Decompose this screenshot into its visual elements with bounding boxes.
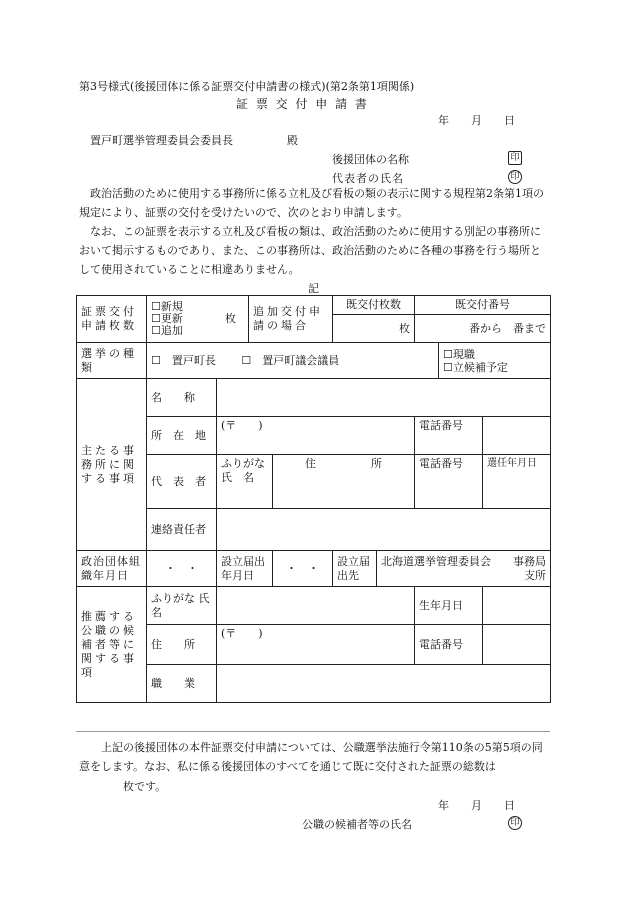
rep-address-header[interactable]: 住 所 xyxy=(273,455,415,509)
appoint-date-header[interactable]: 選任年月日 xyxy=(483,455,551,509)
application-table xyxy=(76,295,551,703)
birth-label: 生年月日 xyxy=(415,587,483,625)
cand-furigana-label: ふりがな 氏 名 xyxy=(147,587,217,625)
org-name-label: 後援団体の名称 xyxy=(332,153,409,166)
incumbent-checkbox[interactable]: ☐現職 xyxy=(443,347,475,361)
form-reference: 第3号様式(後援団体に係る証票交付申請書の様式)(第2条第1項関係) xyxy=(79,80,415,93)
rep-tel-header[interactable]: 電話番号 xyxy=(415,455,483,509)
opt-add-checkbox[interactable]: ☐追加 xyxy=(151,324,183,337)
office-name-label: 名 称 xyxy=(147,379,217,417)
elec-council-checkbox[interactable]: ☐ 置戸町議会議員 xyxy=(241,353,340,367)
opt-renew-checkbox[interactable]: ☐更新 xyxy=(151,312,183,325)
occupation-field[interactable] xyxy=(217,665,551,703)
issued-number-header: 既交付番号 xyxy=(415,296,551,315)
birth-field[interactable] xyxy=(483,587,551,625)
issued-count-value[interactable]: 枚 xyxy=(333,315,415,343)
consent-count-text: 枚です。 xyxy=(123,780,167,793)
date-line: 年 月 日 xyxy=(438,114,515,127)
status-cell xyxy=(439,343,551,379)
org-date-label: 政治団体組織年月日 xyxy=(77,551,147,587)
apply-type-cell xyxy=(147,296,249,343)
reg-to-label: 設立届出先 xyxy=(333,551,377,587)
election-type-label: 選挙の種類 xyxy=(77,343,147,379)
rep-name-label: 代表者の氏名 xyxy=(332,172,404,185)
cand-address-field[interactable]: (〒 ) xyxy=(217,625,415,665)
occupation-label: 職 業 xyxy=(147,665,217,703)
issued-number-value[interactable]: 番から 番まで xyxy=(415,315,551,343)
page-title: 証 票 交 付 申 請 書 xyxy=(236,97,369,111)
office-bureau-label: 事務局 xyxy=(513,554,547,568)
addressee: 置戸町選挙管理委員会委員長 xyxy=(90,134,233,147)
mai-label: 枚 xyxy=(225,312,237,325)
office-tel-field[interactable] xyxy=(483,417,551,455)
office-tel-label: 電話番号 xyxy=(415,417,483,455)
election-type-cell xyxy=(147,343,439,379)
consent-text: 上記の後援団体の本件証票交付申請については、公職選挙法施行令第110条の5第5項の同意をします。なお、私に係る後援団体のすべてを通じて既に交付された証票の総数は xyxy=(79,741,543,773)
reg-to-value: 北海道選挙管理委員会 xyxy=(381,554,492,568)
candidate-checkbox[interactable]: ☐立候補予定 xyxy=(443,360,508,374)
rep-furigana-name[interactable]: ふりがな 氏 名 xyxy=(217,455,273,509)
reg-date-label: 設立届出年月日 xyxy=(217,551,273,587)
divider xyxy=(76,731,550,732)
cand-address-label: 住 所 xyxy=(147,625,217,665)
round-seal-icon: 印 xyxy=(508,169,522,184)
ki-label: 記 xyxy=(308,282,319,295)
branch-label: 支所 xyxy=(524,568,547,582)
cand-name-field[interactable] xyxy=(217,587,415,625)
reg-to-cell xyxy=(377,551,551,587)
consent-date-line: 年 月 日 xyxy=(438,799,515,812)
contact-field[interactable] xyxy=(217,509,551,551)
candidate-sign-label: 公職の候補者等の氏名 xyxy=(302,818,412,831)
office-name-field[interactable] xyxy=(217,379,551,417)
round-seal-icon-2: 印 xyxy=(508,815,522,830)
opt-new-checkbox[interactable]: ☐新規 xyxy=(151,300,183,313)
elec-mayor-checkbox[interactable]: ☐ 置戸町長 xyxy=(151,353,216,367)
cand-tel-field[interactable] xyxy=(483,625,551,665)
office-section-label: 主たる事務所に関する事項 xyxy=(77,379,147,551)
org-date-field[interactable]: ・ ・ xyxy=(147,551,217,587)
office-address-field[interactable]: (〒 ) xyxy=(217,417,415,455)
paragraph-1: 政治活動のために使用する事務所に係る立札及び看板の類の表示に関する規程第2条第1項の規定により、証票の交付を受けたいので、次のとおり申請します。 xyxy=(79,187,544,219)
cand-tel-label: 電話番号 xyxy=(415,625,483,665)
contact-label: 連絡責任者 xyxy=(147,509,217,551)
office-address-label: 所 在 地 xyxy=(147,417,217,455)
representative-label: 代 表 者 xyxy=(147,455,217,509)
square-seal-icon: 印 xyxy=(508,150,522,165)
candidate-section-label: 推薦する公職の候補者等に関する事項 xyxy=(77,587,147,703)
reg-date-field[interactable]: ・ ・ xyxy=(273,551,333,587)
paragraph-2: なお、この証票を表示する立札及び看板の類は、政治活動のために使用する別記の事務所において掲示するものであり、また、この事務所は、政治活動のために各種の事務を行う場所として使用されていることに相違ありません。 xyxy=(79,225,541,276)
honorific: 殿 xyxy=(287,134,298,147)
add-case-label: 追加交付申請の場合 xyxy=(249,296,333,343)
issued-count-header: 既交付枚数 xyxy=(333,296,415,315)
apply-count-label: 証票交付申請枚数 xyxy=(77,296,147,343)
